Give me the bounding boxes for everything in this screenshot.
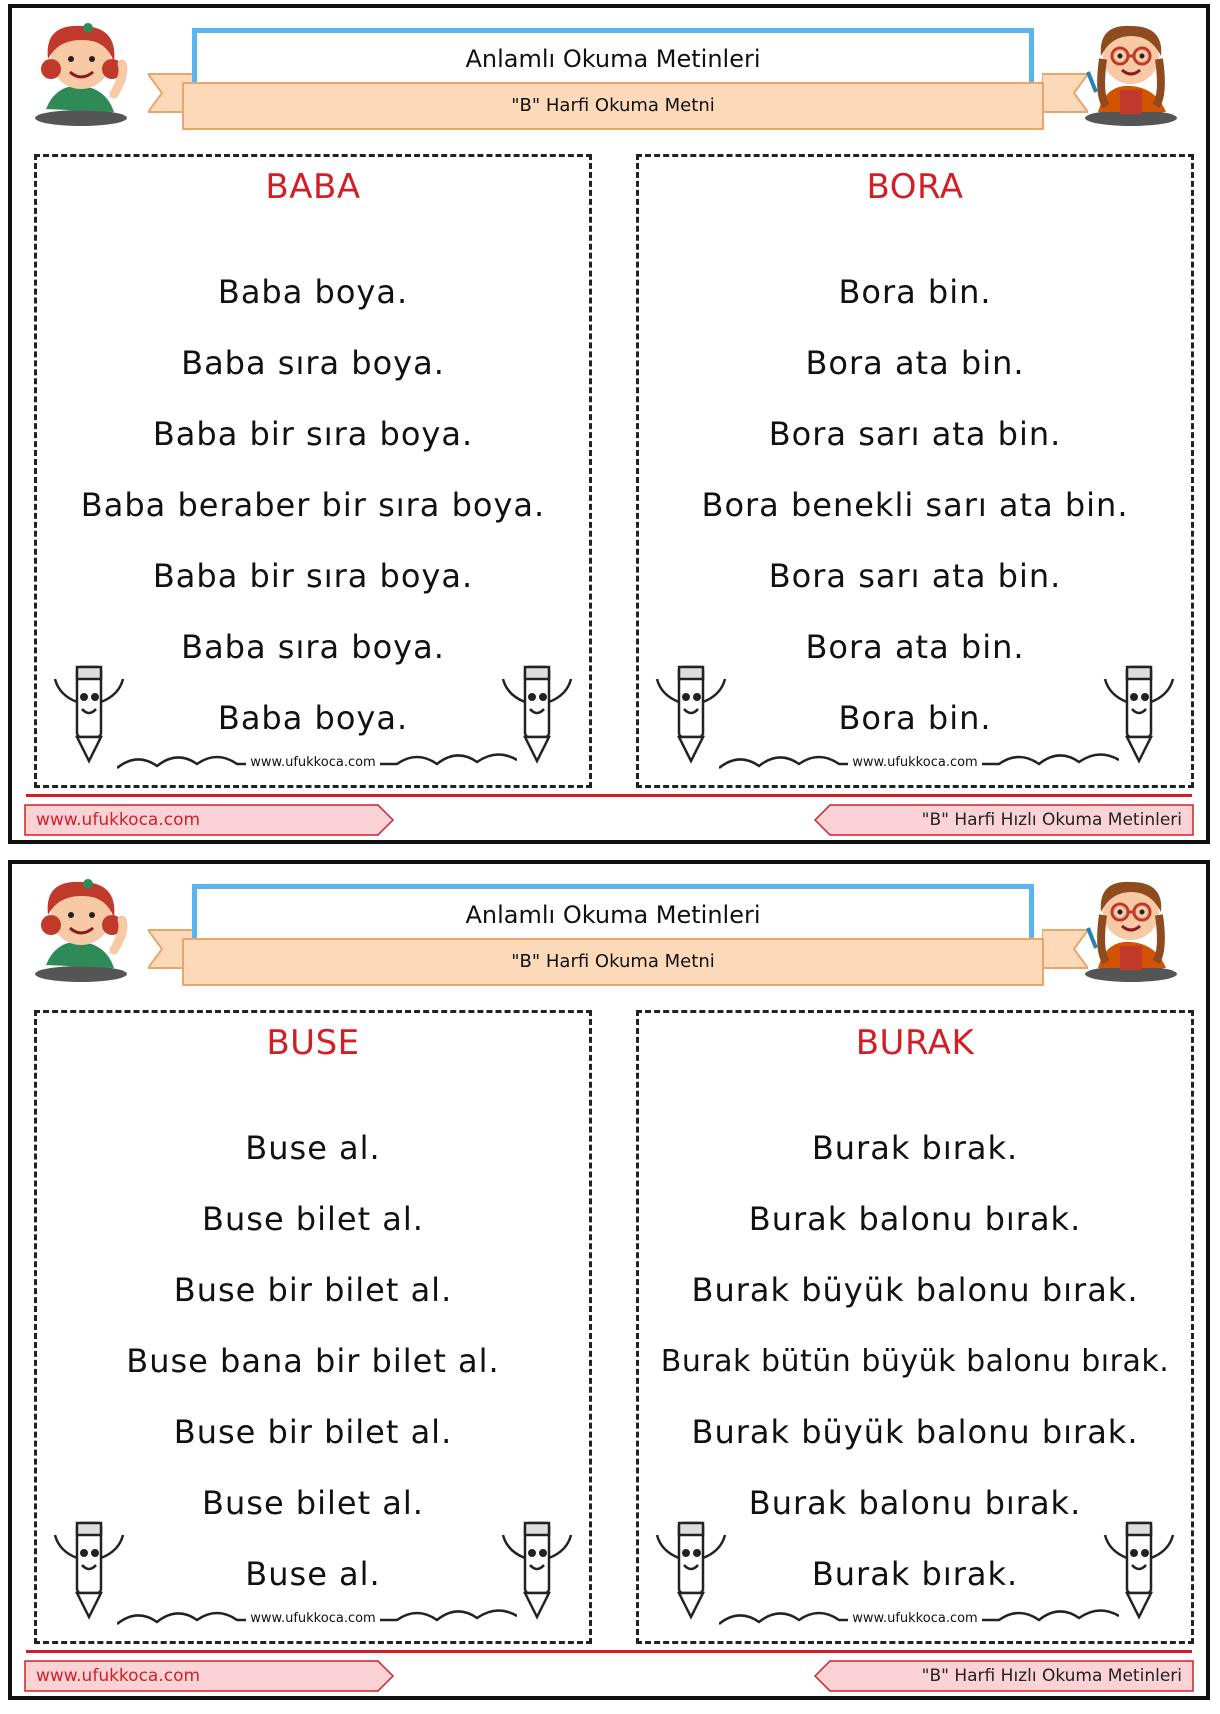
reading-line: Buse al. xyxy=(245,1129,381,1167)
card-watermark: www.ufukkoca.com xyxy=(848,755,981,770)
footer-caption-tab xyxy=(814,804,1194,836)
footer-caption: "B" Harfi Hızlı Okuma Metinleri xyxy=(921,1666,1182,1686)
header-title: Anlamlı Okuma Metinleri xyxy=(465,45,761,73)
reading-line: Buse bilet al. xyxy=(202,1200,424,1238)
reading-line: Burak bırak. xyxy=(811,1555,1019,1593)
girl-waving-illustration-icon xyxy=(26,870,136,985)
reading-line: Bora ata bin. xyxy=(805,344,1025,382)
card-watermark: www.ufukkoca.com xyxy=(246,1611,379,1626)
reading-line: Buse bir bilet al. xyxy=(173,1271,453,1309)
header-subtitle: "B" Harfi Okuma Metni xyxy=(511,951,715,972)
reading-line: Burak büyük balonu bırak. xyxy=(691,1413,1139,1451)
reading-line: Buse bilet al. xyxy=(202,1484,424,1522)
reading-line: Baba beraber bir sıra boya. xyxy=(80,486,546,524)
reading-line: Buse bir bilet al. xyxy=(173,1413,453,1451)
card-title: BURAK xyxy=(855,1023,975,1063)
reading-line: Bora ata bin. xyxy=(805,628,1025,666)
header-title: Anlamlı Okuma Metinleri xyxy=(465,901,761,929)
reading-line: Bora sarı ata bin. xyxy=(768,415,1062,453)
reading-card-burak xyxy=(636,1010,1194,1644)
reading-line: Burak büyük balonu bırak. xyxy=(691,1271,1139,1309)
card-title: BUSE xyxy=(266,1023,360,1063)
girl-with-glasses-illustration-icon xyxy=(1076,14,1186,129)
reading-line: Bora benekli sarı ata bin. xyxy=(701,486,1129,524)
footer-divider xyxy=(26,794,1192,797)
card-watermark: www.ufukkoca.com xyxy=(246,755,379,770)
footer-website-tab xyxy=(24,1660,394,1692)
footer-website[interactable]: www.ufukkoca.com xyxy=(36,810,201,830)
worksheet-page-1 xyxy=(8,4,1210,844)
card-title: BABA xyxy=(265,167,361,207)
reading-line: Burak balonu bırak. xyxy=(748,1200,1082,1238)
girl-waving-illustration-icon xyxy=(26,14,136,129)
header-title-box xyxy=(192,28,1034,86)
reading-line: Burak bırak. xyxy=(811,1129,1019,1167)
reading-line: Baba bir sıra boya. xyxy=(152,557,474,595)
reading-line: Burak bütün büyük balonu bırak. xyxy=(660,1344,1170,1379)
header-subtitle-ribbon xyxy=(182,938,1044,986)
header-title-box xyxy=(192,884,1034,942)
card-watermark: www.ufukkoca.com xyxy=(848,1611,981,1626)
reading-line: Baba bir sıra boya. xyxy=(152,415,474,453)
footer-website-tab xyxy=(24,804,394,836)
reading-card-buse xyxy=(34,1010,592,1644)
footer-caption-tab xyxy=(814,1660,1194,1692)
reading-line: Baba boya. xyxy=(217,273,409,311)
reading-line: Bora bin. xyxy=(838,699,992,737)
reading-line: Baba sıra boya. xyxy=(181,628,445,666)
reading-line: Bora bin. xyxy=(838,273,992,311)
card-title: BORA xyxy=(866,167,964,207)
girl-with-glasses-illustration-icon xyxy=(1076,870,1186,985)
footer-caption: "B" Harfi Hızlı Okuma Metinleri xyxy=(921,810,1182,830)
reading-line: Baba sıra boya. xyxy=(181,344,445,382)
worksheet-page-2 xyxy=(8,860,1210,1700)
reading-line: Baba boya. xyxy=(217,699,409,737)
reading-line: Buse al. xyxy=(245,1555,381,1593)
header-subtitle: "B" Harfi Okuma Metni xyxy=(511,95,715,116)
header-subtitle-ribbon xyxy=(182,82,1044,130)
reading-line: Buse bana bir bilet al. xyxy=(126,1342,500,1380)
footer-website[interactable]: www.ufukkoca.com xyxy=(36,1666,201,1686)
reading-card-baba xyxy=(34,154,592,788)
reading-line: Burak balonu bırak. xyxy=(748,1484,1082,1522)
footer-divider xyxy=(26,1650,1192,1653)
reading-card-bora xyxy=(636,154,1194,788)
reading-line: Bora sarı ata bin. xyxy=(768,557,1062,595)
